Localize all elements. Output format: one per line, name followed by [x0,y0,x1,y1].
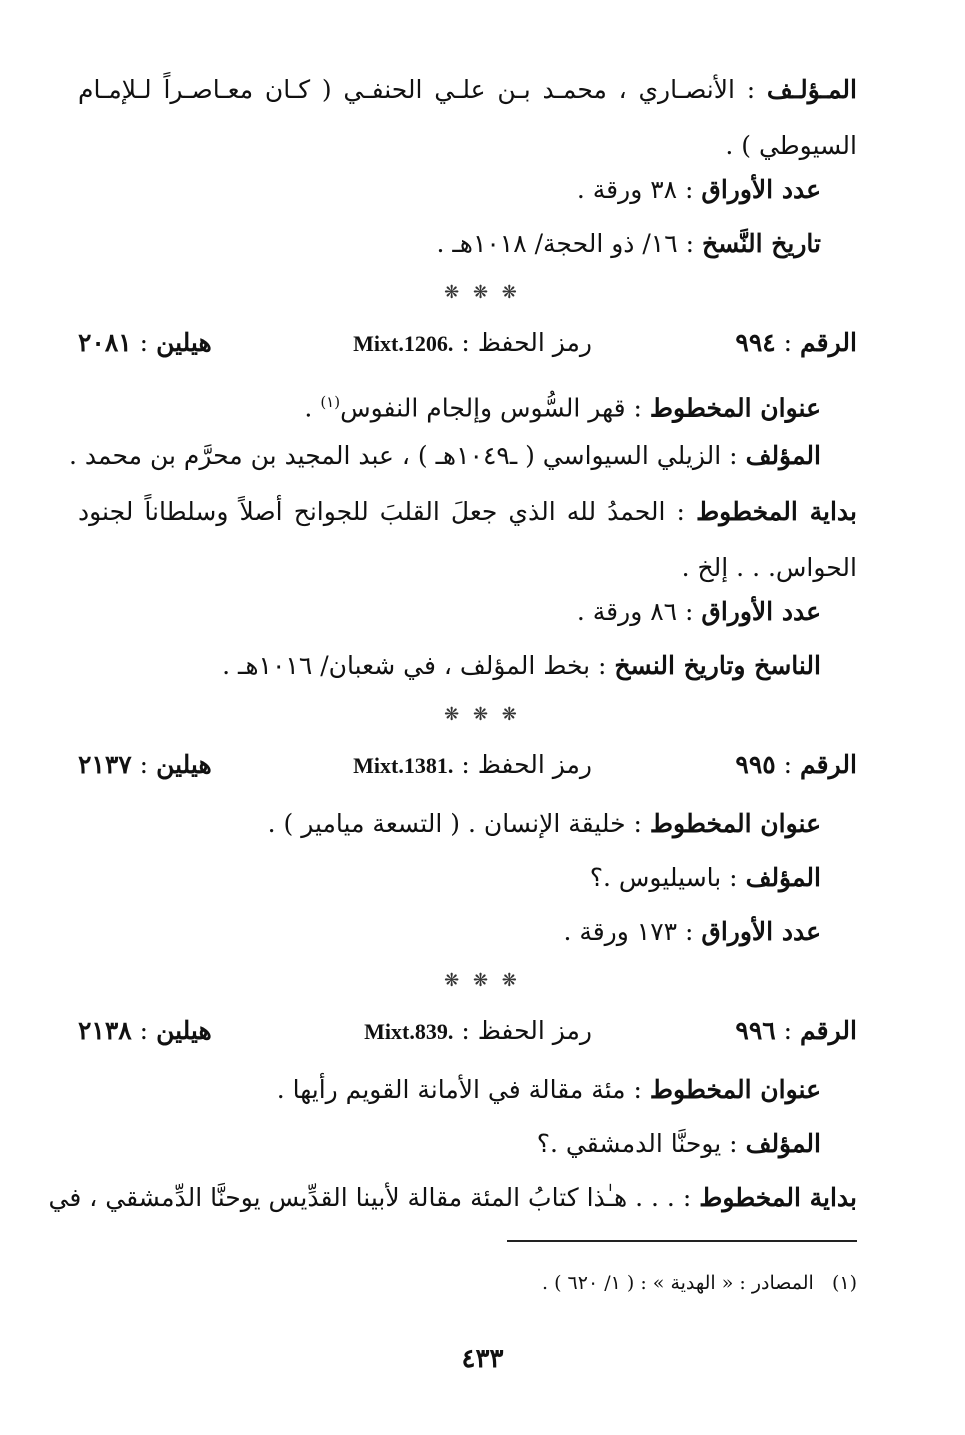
helin-number: هيلين : ٢٠٨١ [78,328,212,357]
title-text: قهر السُّوس وإلجام النفوس [340,393,626,423]
prev-leaves-line: عدد الأوراق : ٣٨ ورقة . [576,175,821,204]
prev-author-label: المـؤلـف [766,75,857,104]
prev-leaves-value: ٣٨ ورقة . [576,175,678,204]
entry-header [78,328,857,368]
entry-number: الرقم : ٩٩٥ [735,750,857,779]
author-line: المؤلف : يوحنَّا الدمشقي .؟ [536,1129,821,1158]
prev-author-text: الأنصـاري ، محمـد بـن علـي الحنفـي ( كـان معـاصـراً لـلإمـام السيوطي ) . [78,75,857,160]
title-line: عنوان المخطوط : قهر السُّوس وإلجام النفوس$^{(١)}$ . [304,393,821,423]
helin-number: هيلين : ٢١٣٨ [78,1016,212,1045]
footnote [78,1266,857,1300]
copyist-line: الناسخ وتاريخ النسخ : بخط المؤلف ، في شعبان/ ١٠١٦هـ . [222,651,821,680]
page-number: ٤٣٣ [461,1344,504,1374]
separator-stars: ❋ ❋ ❋ [444,970,521,991]
shelfmark: رمز الحفظ : Mixt.839. [364,1016,592,1045]
separator-stars: ❋ ❋ ❋ [444,282,521,303]
title-line: عنوان المخطوط : خليقة الإنسان . ( التسعة ميامير ) . [267,809,821,838]
shelfmark: رمز الحفظ : Mixt.1381. [353,750,592,779]
incipit-text: الحمدُ لله الذي جعلَ القلبَ للجوانح أصلاً وسلطاناً لجنود الحواس. . . إلخ . [78,497,857,582]
leaves-line: عدد الأوراق : ٨٦ ورقة . [576,597,821,626]
author-line: المؤلف : الزيلي السيواسي ( ـ١٠٤٩هـ ) ، عبد المجيد بن محرَّم بن محمد . [69,441,821,470]
prev-leaves-label: عدد الأوراق [701,175,821,204]
entry-number: الرقم : ٩٩٤ [735,328,857,357]
prev-date-label: تاريخ النَّسخ [702,229,821,258]
footnote-text: المصادر : « الهدية » : ( ١/ ٦٢٠ ) . [542,1272,814,1294]
incipit-line: بداية المخطوط : الحمدُ لله الذي جعلَ القلبَ للجوانح أصلاً وسلطاناً لجنود الحواس. . . إلخ . [78,497,857,582]
footnote-marker: (١) [831,1272,857,1294]
shelfmark: رمز الحفظ : Mixt.1206. [353,328,592,357]
leaves-line: عدد الأوراق : ١٧٣ ورقة . [563,917,821,946]
author-text: الزيلي السيواسي ( ـ١٠٤٩هـ ) ، عبد المجيد بن محرَّم بن محمد . [69,441,722,470]
prev-date-value: ١٦/ ذو الحجة/ ١٠١٨هـ . [436,229,678,258]
prev-author-line [78,62,857,174]
prev-date-line: تاريخ النَّسخ : ١٦/ ذو الحجة/ ١٠١٨هـ . [436,229,821,258]
helin-number: هيلين : ٢١٣٧ [78,750,212,779]
incipit-line: بداية المخطوط : . . . هـٰذا كتابُ المئة مقالة لأبينا القدِّيس يوحنَّا الدِّمشقي ، في [48,1183,857,1212]
separator-stars: ❋ ❋ ❋ [444,704,521,725]
entry-number: الرقم : ٩٩٦ [735,1016,857,1045]
footnote-rule [507,1240,857,1242]
footnote-ref: (١) [320,393,341,411]
sep: : [746,75,756,104]
title-line: عنوان المخطوط : مئة مقالة في الأمانة القويم رأيها . [276,1075,821,1104]
entry-header [78,750,857,790]
author-line: المؤلف : باسيليوس .؟ [589,863,821,892]
entry-header [78,1016,857,1056]
